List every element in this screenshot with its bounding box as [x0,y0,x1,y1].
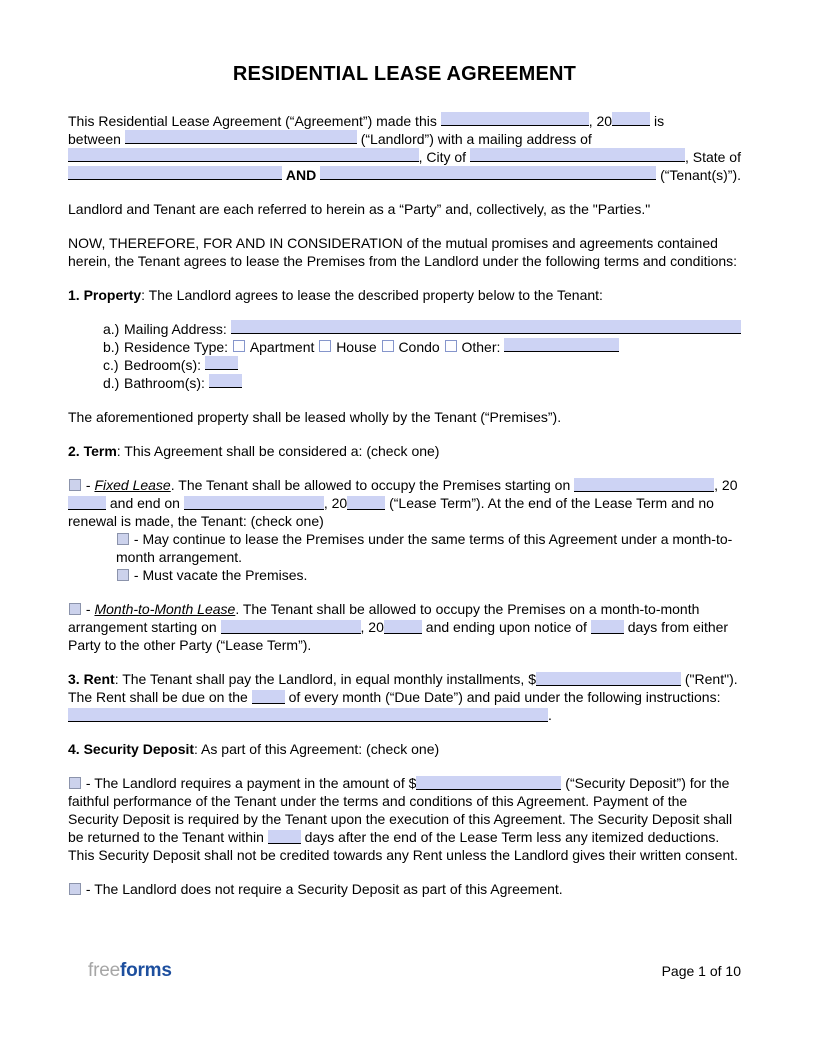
fixed-end-year-field[interactable] [347,496,385,510]
text-run: of every month (“Due Date”) and paid under the following instructions: [284,689,725,705]
text-run: Bathroom(s): [124,375,209,391]
text-run: Landlord and Tenant are each referred to herein as a “Party” and, collectively, as the "Parties." [68,201,651,217]
landlord-name-field[interactable] [125,130,357,144]
text-run: (“Security Deposit”) for the faithful performance of the Tenant under the terms and conditions of this Agreement. Payment of the Security Deposit is required by the Tenant upon the execution of this Agreement. The Security Deposit shall be returned to the Tenant within [68,775,736,845]
section-1-property-heading [68,286,741,304]
list-item-label: d.) [103,375,120,391]
house-checkbox[interactable] [319,340,331,352]
list-item-label: b.) [103,339,120,355]
text-run: : This Agreement shall be considered a: (check one) [116,443,440,459]
text-run: . [548,707,552,723]
security-deposit-required-paragraph [68,774,741,864]
agreement-date-field[interactable] [441,112,589,126]
text-run: - Must vacate the Premises. [130,567,308,583]
text-run: - The Landlord requires a payment in the amount of $ [82,775,417,791]
other-checkbox[interactable] [445,340,457,352]
bedrooms-field[interactable] [205,356,238,370]
continue-month-to-month-checkbox[interactable] [117,533,129,545]
text-run: 3. Rent [68,671,115,687]
text-run: between [68,131,125,147]
text-run: days after the end of the Lease Term less any itemized deductions. This Security Deposit shall not be credited towards any Rent unless the Landlord gives their written consent. [68,829,739,863]
notice-days-field[interactable] [591,620,624,634]
list-item-content [124,320,741,338]
text-run: and ending upon notice of [421,619,591,635]
text-run: Mailing Address: [124,321,231,337]
text-run: : The Tenant shall pay the Landlord, in equal monthly installments, $ [114,671,536,687]
list-item-label: c.) [103,357,119,373]
intro-paragraph [68,112,741,184]
text-run: 4. Security Deposit [68,741,195,757]
apartment-checkbox[interactable] [233,340,245,352]
document-title: RESIDENTIAL LEASE AGREEMENT [232,63,577,85]
other-type-field[interactable] [504,338,619,352]
text-run: Fixed Lease [94,477,171,493]
text-run: , State of [684,149,741,165]
text-run: ("Rent"). The Rent shall be due on the [68,671,742,705]
list-item-content [124,356,741,374]
text-run: is [650,113,665,129]
text-run: Residence Type: [124,339,232,355]
text-line [68,112,741,130]
month-to-month-paragraph [68,600,741,654]
tenant-names-field[interactable] [320,166,656,180]
text-run: , City of [418,149,470,165]
property-address-field[interactable] [231,320,741,334]
text-run: - [82,601,95,617]
document-body [68,112,741,898]
list-item-label: a.) [103,321,120,337]
text-run: , 20 [588,113,613,129]
text-run: , 20 [714,477,738,493]
security-deposit-amount-field[interactable] [416,776,561,790]
state-field[interactable] [68,166,282,180]
text-run: AND [285,167,317,183]
fixed-lease-paragraph [68,476,741,530]
rent-due-day-field[interactable] [252,690,285,704]
text-run: Month-to-Month Lease [94,601,236,617]
security-deposit-required-checkbox[interactable] [69,777,81,789]
landlord-address-field[interactable] [68,148,419,162]
text-run: (“Landlord”) with a mailing address of [356,131,592,147]
rent-amount-field[interactable] [536,672,681,686]
property-list [68,320,741,392]
text-run: (“Tenant(s)”). [656,167,741,183]
premises-paragraph [68,408,741,426]
list-item-content [124,338,741,356]
no-security-deposit-paragraph [68,880,741,898]
section-3-rent-paragraph [68,670,741,724]
section-4-security-deposit-heading [68,740,741,758]
text-run: This Residential Lease Agreement (“Agreement”) made this [68,113,441,129]
fixed-start-year-field[interactable] [68,496,106,510]
text-line [68,166,741,184]
property-item-residence-type [68,338,741,356]
text-run: : The Landlord agrees to lease the described property below to the Tenant: [141,287,603,303]
text-run: Condo [394,339,444,355]
property-item-mailing-address [68,320,741,338]
no-security-deposit-checkbox[interactable] [69,883,81,895]
text-run: Apartment [245,339,319,355]
mtm-start-date-field[interactable] [221,620,361,634]
logo-text-forms: forms [119,960,172,981]
city-field[interactable] [470,148,685,162]
property-item-bathrooms [68,374,741,392]
bathrooms-field[interactable] [209,374,242,388]
text-line [68,130,741,148]
text-run: Bedroom(s): [124,357,205,373]
payment-instructions-field[interactable] [68,708,548,722]
freeforms-logo [88,960,172,982]
option-must-vacate [68,566,741,584]
page-footer [88,960,741,982]
text-run: 1. Property [68,287,142,303]
text-run: 2. Term [68,443,117,459]
consideration-paragraph [68,234,741,270]
page-number: Page 1 of 10 [661,963,741,979]
text-run: - The Landlord does not require a Security Deposit as part of this Agreement. [82,881,563,897]
agreement-year-field[interactable] [612,112,650,126]
text-run: - May continue to lease the Premises under the same terms of this Agreement under a month-to-month arrangement. [116,531,733,565]
text-run: House [332,339,381,355]
text-run: The aforementioned property shall be leased wholly by the Tenant (“Premises”). [68,409,562,425]
option-continue-month-to-month [68,530,741,566]
fixed-lease-checkbox[interactable] [69,479,81,491]
text-run: . The Tenant shall be allowed to occupy the Premises on a month-to-month arrangement starting on [68,601,704,635]
fixed-start-date-field[interactable] [574,478,714,492]
text-run: Other: [457,339,505,355]
month-to-month-checkbox[interactable] [69,603,81,615]
deposit-return-days-field[interactable] [268,830,301,844]
text-run: (“Lease Term”). At the end of the Lease Term and no renewal is made, the Tenant: (check one) [68,495,718,529]
property-item-bedrooms [68,356,741,374]
text-run: , 20 [323,495,348,511]
must-vacate-checkbox[interactable] [117,569,129,581]
fixed-end-date-field[interactable] [184,496,324,510]
text-run: and end on [106,495,184,511]
text-run: days from either Party to the other Party (“Lease Term”). [68,619,732,653]
mtm-start-year-field[interactable] [384,620,422,634]
text-run: . The Tenant shall be allowed to occupy the Premises starting on [170,477,575,493]
list-item-content [124,374,741,392]
text-run: NOW, THEREFORE, FOR AND IN CONSIDERATION of the mutual promises and agreements contained herein, the Tenant agrees to lease the Premises from the Landlord under the following terms and conditions: [68,235,738,269]
condo-checkbox[interactable] [382,340,394,352]
text-run: : As part of this Agreement: (check one) [194,741,440,757]
text-run: - [82,477,95,493]
parties-paragraph [68,200,741,218]
text-run: , 20 [360,619,384,635]
section-2-term-heading [68,442,741,460]
logo-text-free: free [88,960,120,981]
text-line [68,148,741,166]
